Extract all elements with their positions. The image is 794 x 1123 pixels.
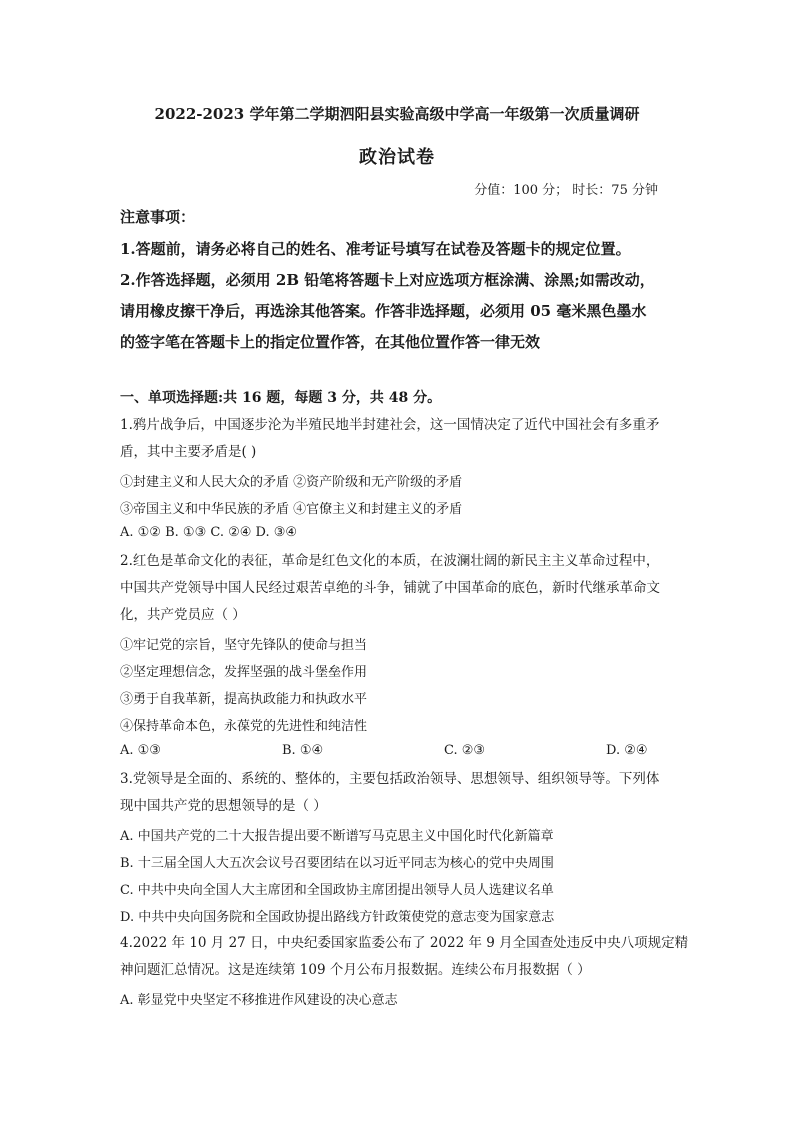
q4-stem-line-1: 4.2022 年 10 月 27 日，中央纪委国家监委公布了 2022 年 9 月全国查处违反中央八项规定精 [120,935,689,951]
q3-option-a: A. 中国共产党的二十大报告提出要不断谱写马克思主义中国化时代化新篇章 [120,829,554,844]
q2-stem-line-1: 2.红色是革命文化的表征，革命是红色文化的本质，在波澜壮阔的新民主主义革命过程中， [120,553,660,569]
notice-heading: 注意事项： [120,208,196,226]
exam-subject: 政治试卷 [359,147,435,168]
q1-options: A. ①② B. ①③ C. ②④ D. ③④ [120,525,298,540]
q2-item-1: ①牢记党的宗旨，坚守先锋队的使命与担当 [120,638,368,653]
q3-option-b: B. 十三届全国人大五次会议号召要团结在以习近平同志为核心的党中央周围 [120,856,554,871]
q2-item-3: ③勇于自我革新，提高执政能力和执政水平 [120,692,368,707]
q2-stem-line-3: 化，共产党员应（ ） [120,607,246,623]
q2-option-a: A. ①③ [120,743,161,758]
score-duration: 分值：100 分； 时长：75 分钟 [474,183,658,198]
q3-stem-line-2: 现中国共产党的思想领导的是（ ） [120,798,327,814]
q1-item-line-1: ①封建主义和人民大众的矛盾 ②资产阶级和无产阶级的矛盾 [120,475,463,490]
q2-option-d: D. ②④ [606,743,648,758]
q2-option-b: B. ①④ [282,743,324,758]
notice-line-3: 请用橡皮擦干净后，再选涂其他答案。作答非选择题，必须用 05 毫米黑色墨水 [120,302,647,320]
q3-stem-line-1: 3.党领导是全面的、系统的、整体的，主要包括政治领导、思想领导、组织领导等。下列体 [120,771,660,787]
q3-option-d: D. 中共中央向国务院和全国政协提出路线方针政策使党的意志变为国家意志 [120,910,555,925]
section-heading: 一、单项选择题:共 16 题，每题 3 分，共 48 分。 [120,390,442,406]
q1-item-line-2: ③帝国主义和中华民族的矛盾 ④官僚主义和封建主义的矛盾 [120,502,463,517]
q3-option-c: C. 中共中央向全国人大主席团和全国政协主席团提出领导人员人选建议名单 [120,883,554,898]
q2-item-4: ④保持革命本色，永葆党的先进性和纯洁性 [120,719,368,734]
notice-line-4: 的签字笔在答题卡上的指定位置作答，在其他位置作答一律无效 [120,333,541,351]
notice-line-2: 2.作答选择题，必须用 2B 铅笔将答题卡上对应选项方框涂满、涂黑;如需改动， [120,271,655,289]
notice-line-1: 1.答题前，请务必将自己的姓名、准考证号填写在试卷及答题卡的规定位置。 [120,240,631,258]
q2-item-2: ②坚定理想信念，发挥坚强的战斗堡垒作用 [120,665,368,680]
q1-stem-line-2: 盾，其中主要矛盾是( ) [120,444,257,460]
q1-stem-line-1: 1.鸦片战争后，中国逐步沦为半殖民地半封建社会，这一国情决定了近代中国社会有多重矛 [120,417,660,433]
q4-stem-line-2: 神问题汇总情况。这是连续第 109 个月公布月报数据。连续公布月报数据（ ） [120,962,591,978]
q2-stem-line-2: 中国共产党领导中国人民经过艰苦卓绝的斗争，铺就了中国革命的底色，新时代继承革命文 [120,580,660,596]
q4-option-a: A. 彰显党中央坚定不移推进作风建设的决心意志 [120,993,398,1008]
q2-option-c: C. ②③ [444,743,486,758]
exam-title: 2022-2023 学年第二学期泗阳县实验高级中学高一年级第一次质量调研 [154,105,640,123]
